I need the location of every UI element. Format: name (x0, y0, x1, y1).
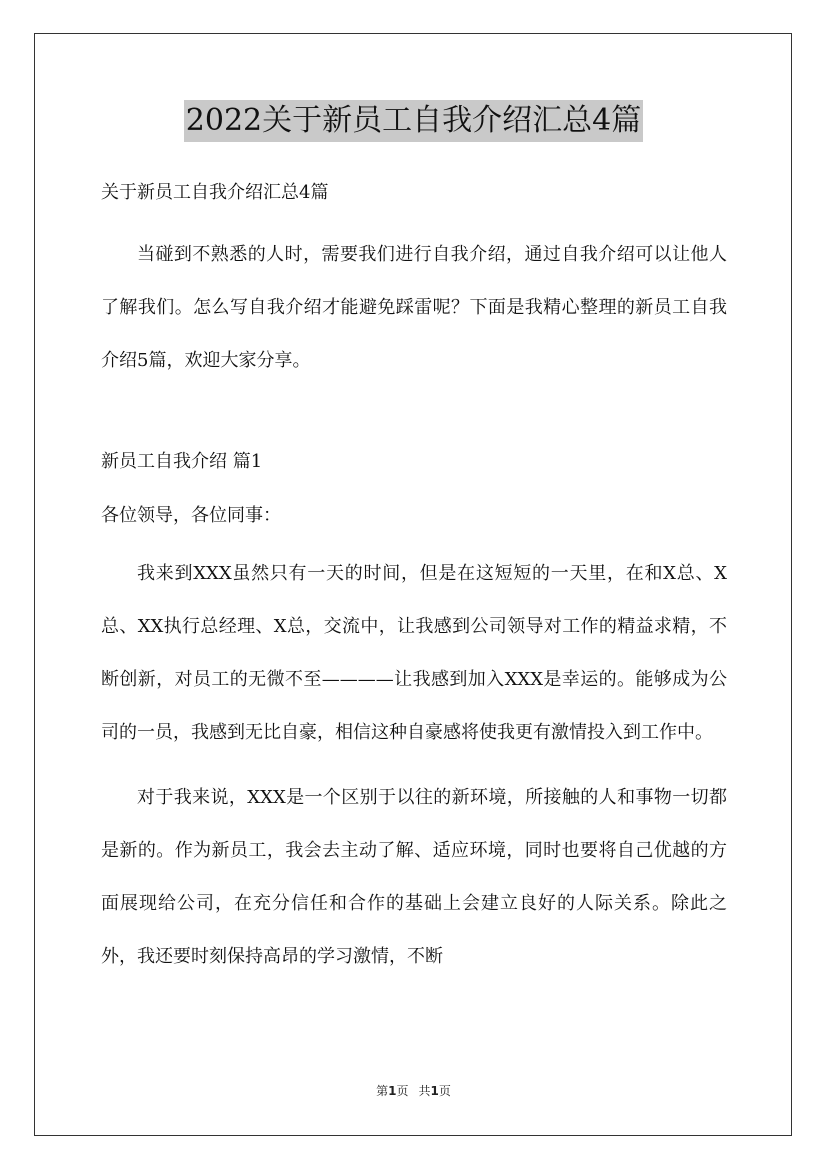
footer-total-suffix: 页 (438, 1084, 451, 1098)
title-container (0, 100, 827, 142)
footer-page-prefix: 第 (376, 1084, 389, 1098)
body-paragraph-1: 我来到XXX虽然只有一天的时间，但是在这短短的一天里，在和X总、X总、XX执行总经理、X总，交流中，让我感到公司领导对工作的精益求精，不断创新，对员工的无微不至————让我感到加入XXX是幸运的。能够成为公司的一员，我感到无比自豪，相信这种自豪感将使我更有激情投入到工作中。 (101, 563, 727, 743)
footer-total-prefix: 共 (418, 1084, 431, 1098)
document-subtitle: 关于新员工自我介绍汇总4篇 (101, 182, 329, 203)
greeting-line: 各位领导，各位同事： (101, 505, 281, 526)
section-heading: 新员工自我介绍 篇1 (101, 451, 263, 472)
document-title: 2022关于新员工自我介绍汇总4篇 (184, 100, 643, 142)
page-footer (0, 1082, 827, 1099)
footer-page-mid: 页 (396, 1084, 409, 1098)
footer-page-current: 1 (388, 1084, 397, 1098)
body-paragraph-2: 对于我来说，XXX是一个区别于以往的新环境，所接触的人和事物一切都是新的。作为新员工，我会去主动了解、适应环境，同时也要将自己优越的方面展现给公司，在充分信任和合作的基础上会建立良好的人际关系。除此之外，我还要时刻保持高昂的学习激情，不断 (101, 787, 727, 967)
section-spacer (101, 387, 727, 443)
document-body (101, 174, 727, 983)
intro-paragraph: 当碰到不熟悉的人时，需要我们进行自我介绍，通过自我介绍可以让他人了解我们。怎么写自我介绍才能避免踩雷呢？下面是我精心整理的新员工自我介绍5篇，欢迎大家分享。 (101, 244, 727, 371)
footer-page-total: 1 (430, 1084, 439, 1098)
